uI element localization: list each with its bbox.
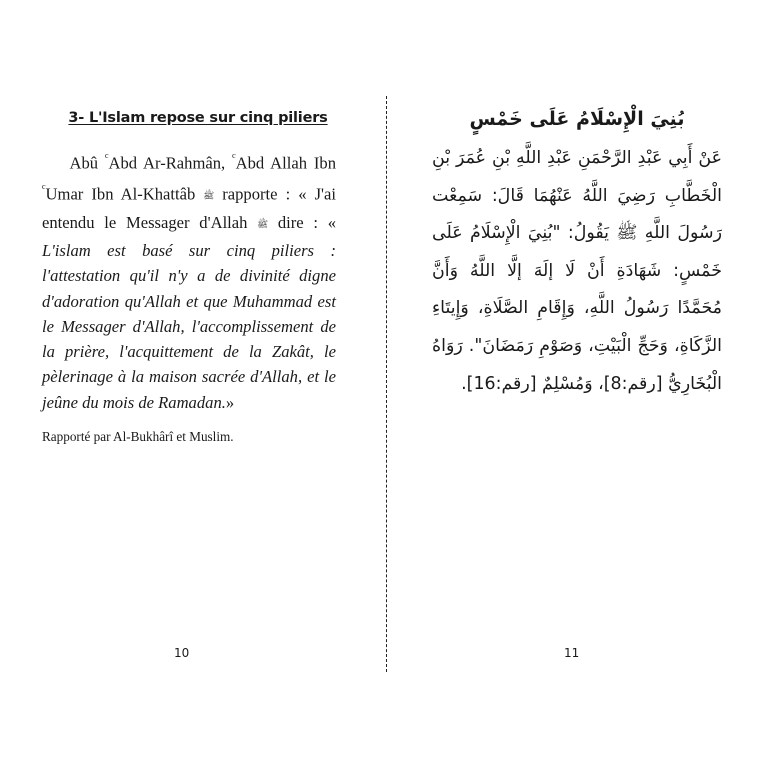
body-text: dire : «	[268, 212, 336, 232]
left-page	[42, 110, 336, 445]
page-divider	[386, 96, 387, 672]
body-text: Umar Ibn Al-Khattâb	[45, 184, 204, 204]
right-page-body: عَنْ أَبِي عَبْدِ الرَّحْمَنِ عَبْدِ اللَّهِ بْنِ عُمَرَ بْنِ الْخَطَّابِ رَضِيَ اللَّهُ عَنْهُمَا قَالَ: سَمِعْت رَسُولَ اللَّهِ ﷺ يَقُولُ: "بُنِيَ الْإِسْلَامُ عَلَى خَمْسٍ: شَهَادَةِ أَنْ لَا إلَهَ إلَّا اللَّهُ وَأَنَّ مُحَمَّدًا رَسُولُ اللَّهِ، وَإِقَامِ الصَّلَاةِ، وَإِيتَاءِ الزَّكَاةِ، وَحَجِّ الْبَيْتِ، وَصَوْمِ رَمَضَانَ". رَوَاهُ الْبُخَارِيُّ [رقم:8]، وَمُسْلِمٌ [رقم:16].	[432, 148, 722, 394]
attribution: Rapporté par Al-Bukhârî et Muslim.	[42, 429, 234, 445]
hadith-quote: L'islam est basé sur cinq piliers : l'attestation qu'il n'y a de divinité digne d'adoration qu'Allah et que Muhammad est le Messager d'Allah, l'accomplissement de la prière, l'acquittement de la Zakât, le pèlerinage à la maison sacrée d'Allah, et le jeûne du mois de Ramadan.	[42, 240, 336, 412]
right-page-title: بُنِيَ الْإِسْلَامُ عَلَى خَمْسٍ	[469, 108, 685, 130]
right-page	[432, 108, 722, 403]
ain-mark: ᶜ	[232, 150, 236, 165]
body-text: Abd Ar-Rahmân,	[108, 153, 233, 173]
ain-mark: ᶜ	[42, 180, 46, 196]
page-number-left: 10	[174, 646, 190, 660]
left-page-body	[42, 145, 336, 415]
honorific-icon: ﷺ	[257, 219, 269, 230]
body-text: Abd Allah Ibn	[235, 153, 337, 173]
ain-mark: ᶜ	[104, 150, 109, 165]
honorific-icon: ﷺ	[203, 191, 215, 202]
body-text: Abû	[69, 153, 105, 173]
body-text: rapporte : « J'ai entendu le Messager d'Allah	[42, 184, 336, 232]
left-page-title: 3- L'Islam repose sur cinq piliers	[68, 110, 328, 126]
page-number-right: 11	[564, 646, 580, 660]
closing-quote: »	[225, 392, 235, 412]
